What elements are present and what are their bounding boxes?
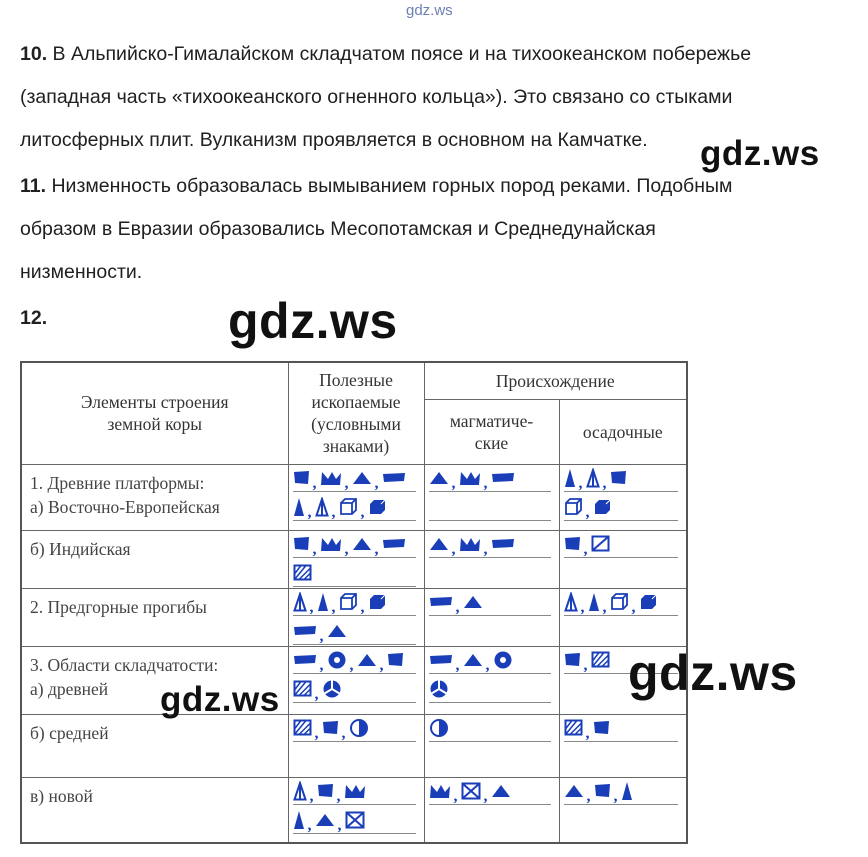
symbol-line <box>293 647 416 674</box>
symbol-line <box>293 589 416 616</box>
earth-crust-table <box>20 361 688 844</box>
symbol-line <box>429 778 551 805</box>
comma: , <box>580 598 585 616</box>
answer-line: Низменность образовалась вымыванием горных пород реками. Подобным <box>51 175 733 197</box>
answer-line: литосферных плит. Вулканизм проявляется в основном на Камчатке. <box>20 129 648 151</box>
rect-icon <box>317 783 334 798</box>
crown-icon <box>429 783 451 799</box>
comma: , <box>307 503 312 521</box>
rect-icon <box>594 783 611 798</box>
symbol-line <box>564 589 679 616</box>
comma: , <box>485 656 490 674</box>
answer-number: 10. <box>20 43 48 65</box>
row-label <box>21 777 288 843</box>
triangle-icon <box>429 537 449 551</box>
comma: , <box>585 503 590 521</box>
comma: , <box>314 685 319 703</box>
table-row <box>21 530 687 588</box>
outline-cube-icon <box>564 497 583 516</box>
crown-icon <box>320 536 342 552</box>
row-label-line: а) Восточно-Европейская <box>30 496 220 517</box>
comma: , <box>312 540 317 558</box>
minerals-cell <box>288 714 424 777</box>
triangle-icon <box>357 653 377 667</box>
table-row <box>21 588 687 646</box>
symbol-line <box>293 560 416 587</box>
watermark: gdz.ws <box>228 293 398 349</box>
outline-cube-icon <box>339 497 358 516</box>
symbol-line <box>429 589 551 616</box>
rect-icon <box>593 720 610 735</box>
symbol-line <box>293 494 416 521</box>
triangle-icon <box>315 813 335 827</box>
row-label-line: а) древней <box>30 678 109 699</box>
table-row <box>21 714 687 777</box>
symbol-line <box>293 676 416 703</box>
crown-icon <box>320 470 342 486</box>
symbol-line <box>429 647 551 674</box>
rect-icon <box>610 470 627 485</box>
bar-icon <box>382 472 406 483</box>
symbol-line <box>293 531 416 558</box>
comma: , <box>483 787 488 805</box>
hatched-box-icon <box>293 680 312 697</box>
comma: , <box>455 598 460 616</box>
comma: , <box>337 816 342 834</box>
x-box-icon <box>345 811 365 829</box>
answer-line: (западная часть «тихоокеанского огненного кольца»). Это связано со стыками <box>20 86 733 108</box>
triangle-icon <box>327 624 347 638</box>
header-elements: Элементы строения земной коры <box>21 362 288 464</box>
outline-tri-icon <box>564 592 578 612</box>
outline-cube-icon <box>339 592 358 611</box>
symbol-line <box>293 465 416 492</box>
rect-icon <box>293 470 310 485</box>
minerals-cell <box>288 777 424 843</box>
sedimentary-cell <box>559 530 687 588</box>
comma: , <box>631 598 636 616</box>
wheel-icon <box>429 679 449 699</box>
crown-icon <box>459 470 481 486</box>
sedimentary-cell <box>559 714 687 777</box>
rect-icon <box>564 652 581 667</box>
symbol-line <box>564 778 679 805</box>
x-box-icon <box>461 782 481 800</box>
comma: , <box>344 540 349 558</box>
row-label-line: 3. Области складчатости: <box>30 654 219 675</box>
header-magmatic: магматиче- ские <box>424 399 559 464</box>
ring-icon <box>327 650 347 670</box>
watermark: gdz.ws <box>628 645 798 701</box>
magmatic-cell <box>424 588 559 646</box>
watermark: gdz.ws <box>160 680 280 719</box>
sedimentary-cell <box>559 588 687 646</box>
wheel-icon <box>322 679 342 699</box>
minerals-cell <box>288 646 424 714</box>
hatched-box-icon <box>293 719 312 736</box>
outline-cube-icon <box>610 592 629 611</box>
table-row <box>21 646 687 714</box>
hatched-box-icon <box>564 719 583 736</box>
sedimentary-cell <box>559 464 687 530</box>
row-label <box>21 588 288 646</box>
symbol-line <box>293 715 416 742</box>
comma: , <box>309 787 314 805</box>
comma: , <box>319 656 324 674</box>
row-label-line: 2. Предгорные прогибы <box>30 596 207 617</box>
outline-tri-icon <box>586 468 600 488</box>
table-row <box>21 777 687 843</box>
triangle-icon <box>429 471 449 485</box>
magmatic-cell <box>424 646 559 714</box>
triangle-icon <box>564 784 584 798</box>
answer-number: 11. <box>20 175 47 197</box>
answer-11 <box>20 165 732 294</box>
minerals-cell <box>288 464 424 530</box>
row-label <box>21 530 288 588</box>
answer-number: 12. <box>20 307 48 329</box>
ring-icon <box>493 650 513 670</box>
comma: , <box>312 474 317 492</box>
cube-icon <box>368 593 387 611</box>
comma: , <box>585 724 590 742</box>
comma: , <box>483 540 488 558</box>
comma: , <box>453 787 458 805</box>
magmatic-cell <box>424 464 559 530</box>
crown-icon <box>344 783 366 799</box>
answer-line: В Альпийско-Гималайском складчатом поясе и на тихоокеанском побережье <box>52 43 752 65</box>
bar-icon <box>293 625 317 636</box>
header-sedimentary: осадочные <box>559 399 687 464</box>
table-row <box>21 464 687 530</box>
symbol-line <box>429 715 551 742</box>
comma: , <box>331 503 336 521</box>
bar-icon <box>382 538 406 549</box>
bar-icon <box>429 654 453 665</box>
bar-icon <box>293 654 317 665</box>
comma: , <box>451 540 456 558</box>
row-label-line: б) Индийская <box>30 538 131 559</box>
tall-tri-icon <box>564 468 576 488</box>
triangle-icon <box>463 653 483 667</box>
watermark-top: gdz.ws <box>406 2 453 19</box>
minerals-cell <box>288 530 424 588</box>
comma: , <box>602 474 607 492</box>
comma: , <box>583 540 588 558</box>
answer-line: образом в Евразии образовались Месопотамская и Среднедунайская <box>20 218 656 240</box>
row-label-line: б) средней <box>30 722 109 743</box>
symbol-line <box>429 676 551 703</box>
row-label <box>21 714 288 777</box>
crossed-box-icon <box>591 535 610 552</box>
tall-tri-icon <box>293 497 305 517</box>
sedimentary-cell <box>559 777 687 843</box>
comma: , <box>360 503 365 521</box>
rect-icon <box>293 536 310 551</box>
half-circle-icon <box>349 718 369 738</box>
header-origin: Происхождение <box>424 362 687 399</box>
comma: , <box>586 787 591 805</box>
magmatic-cell <box>424 530 559 588</box>
comma: , <box>578 474 583 492</box>
rect-icon <box>387 652 404 667</box>
triangle-icon <box>352 471 372 485</box>
triangle-icon <box>463 595 483 609</box>
tall-tri-icon <box>317 592 329 612</box>
comma: , <box>314 724 319 742</box>
bar-icon <box>491 538 515 549</box>
hatched-box-icon <box>293 564 312 581</box>
rect-icon <box>322 720 339 735</box>
comma: , <box>349 656 354 674</box>
comma: , <box>583 656 588 674</box>
symbol-line <box>564 531 679 558</box>
watermark: gdz.ws <box>700 134 820 173</box>
comma: , <box>451 474 456 492</box>
tall-tri-icon <box>588 592 600 612</box>
symbol-line <box>429 531 551 558</box>
rect-icon <box>564 536 581 551</box>
comma: , <box>455 656 460 674</box>
row-label-line: в) новой <box>30 785 93 806</box>
comma: , <box>331 598 336 616</box>
cube-icon <box>593 498 612 516</box>
outline-tri-icon <box>293 781 307 801</box>
symbol-line <box>293 807 416 834</box>
symbol-line <box>293 618 416 645</box>
symbol-line <box>429 494 551 521</box>
comma: , <box>613 787 618 805</box>
minerals-cell <box>288 588 424 646</box>
comma: , <box>374 540 379 558</box>
comma: , <box>602 598 607 616</box>
answer-12 <box>20 297 47 340</box>
half-circle-icon <box>429 718 449 738</box>
crown-icon <box>459 536 481 552</box>
row-label <box>21 464 288 530</box>
comma: , <box>341 724 346 742</box>
comma: , <box>374 474 379 492</box>
outline-tri-icon <box>315 497 329 517</box>
magmatic-cell <box>424 777 559 843</box>
hatched-box-icon <box>591 651 610 668</box>
comma: , <box>483 474 488 492</box>
comma: , <box>319 627 324 645</box>
triangle-icon <box>352 537 372 551</box>
symbol-line <box>564 465 679 492</box>
comma: , <box>360 598 365 616</box>
tall-tri-icon <box>621 781 633 801</box>
comma: , <box>307 816 312 834</box>
symbol-line <box>564 715 679 742</box>
symbol-line <box>293 778 416 805</box>
answer-line: низменности. <box>20 261 143 283</box>
cube-icon <box>639 593 658 611</box>
magmatic-cell <box>424 714 559 777</box>
bar-icon <box>429 596 453 607</box>
symbol-line <box>429 465 551 492</box>
triangle-icon <box>491 784 511 798</box>
answer-10 <box>20 33 751 162</box>
comma: , <box>336 787 341 805</box>
bar-icon <box>491 472 515 483</box>
comma: , <box>344 474 349 492</box>
comma: , <box>379 656 384 674</box>
symbol-line <box>564 494 679 521</box>
tall-tri-icon <box>293 810 305 830</box>
comma: , <box>309 598 314 616</box>
row-label-line: 1. Древние платформы: <box>30 472 205 493</box>
outline-tri-icon <box>293 592 307 612</box>
cube-icon <box>368 498 387 516</box>
header-minerals: Полезные ископаемые (условными знаками) <box>288 362 424 464</box>
